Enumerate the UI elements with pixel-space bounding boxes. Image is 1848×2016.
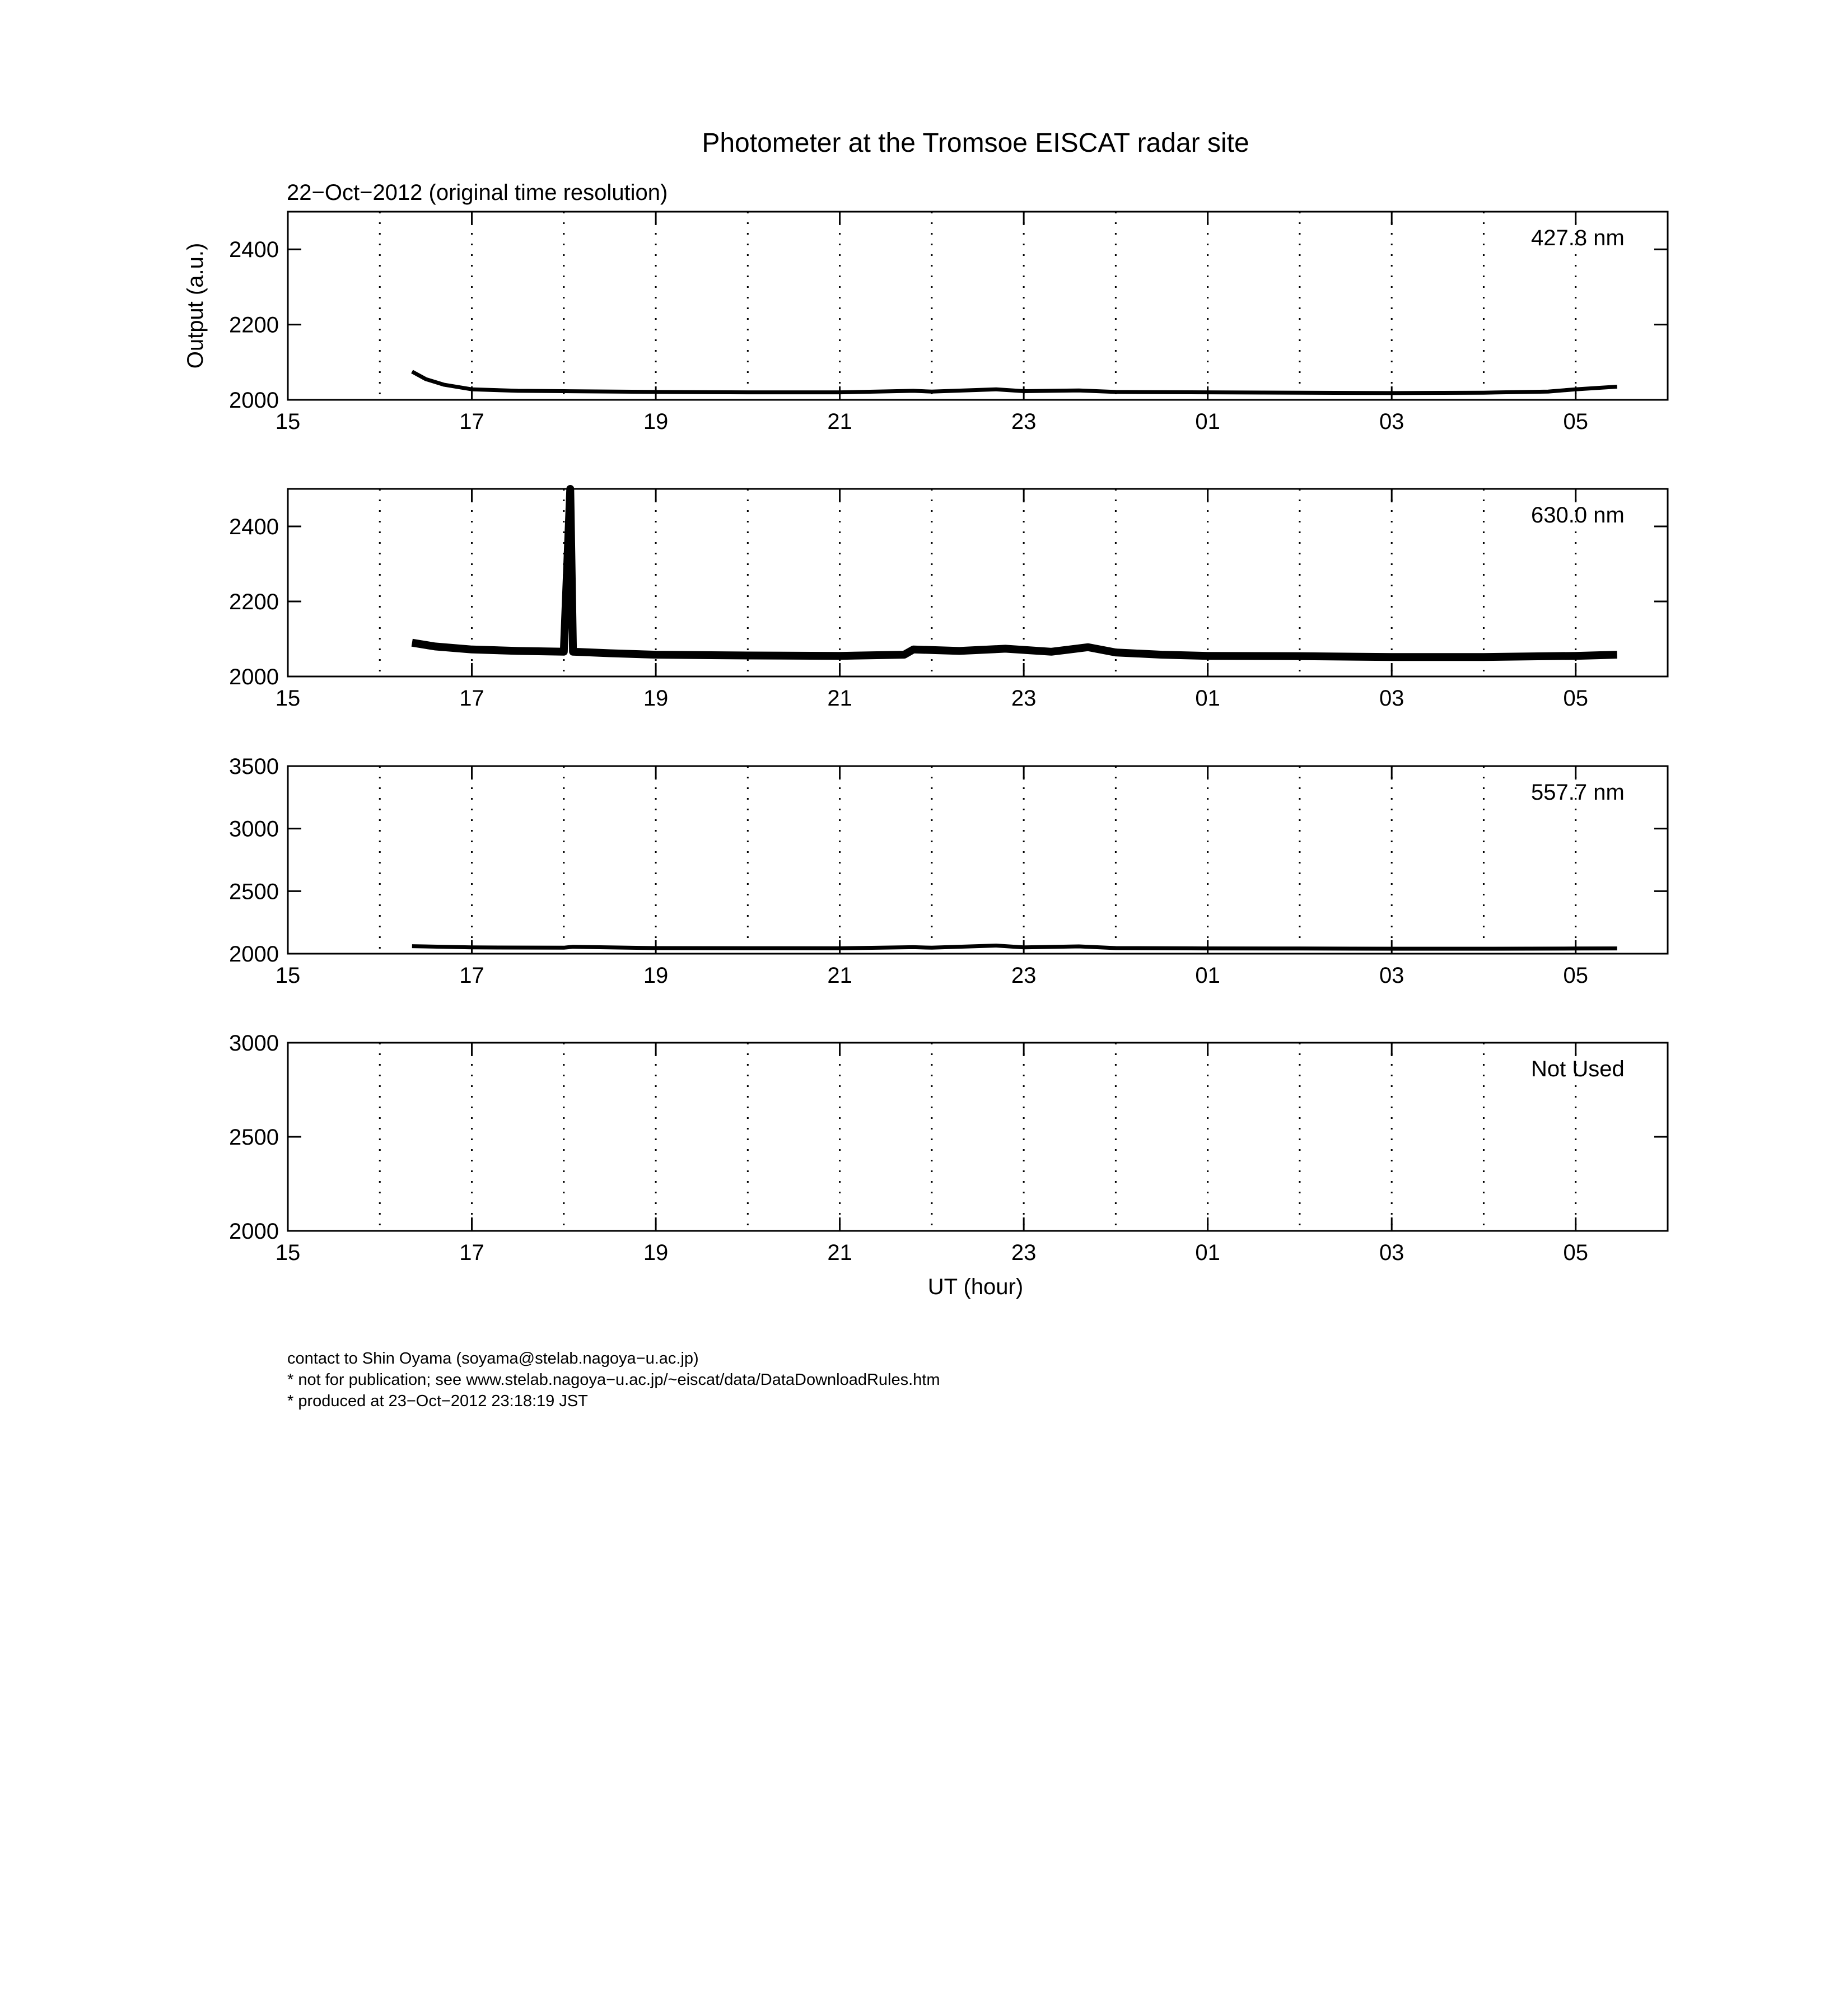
plot-frame [288, 1043, 1668, 1231]
y-tick-label: 2500 [229, 1125, 279, 1150]
x-tick-label: 21 [827, 409, 852, 434]
footer-contact: contact to Shin Oyama (soyama@stelab.nagoya−u.ac.jp) [287, 1350, 699, 1368]
y-tick-label: 2400 [229, 237, 279, 263]
x-tick-label: 23 [1011, 686, 1037, 711]
channel-label: 427.8 nm [1531, 226, 1625, 250]
x-tick-label: 01 [1195, 409, 1220, 434]
x-tick-label: 05 [1563, 963, 1588, 988]
series-line [412, 372, 1617, 393]
x-axis-label: UT (hour) [927, 1275, 1024, 1299]
x-tick-label: 17 [459, 1240, 484, 1265]
x-tick-label: 05 [1563, 686, 1588, 711]
x-tick-label: 21 [827, 686, 852, 711]
footer-rules: * not for publication; see www.stelab.nagoya−u.ac.jp/~eiscat/data/DataDownloadRules.htm [287, 1371, 940, 1389]
chart-subtitle: 22−Oct−2012 (original time resolution) [287, 180, 668, 205]
y-tick-label: 2200 [229, 590, 279, 614]
y-tick-label: 2000 [229, 388, 279, 413]
y-tick-label: 3500 [229, 754, 279, 779]
x-tick-label: 17 [459, 409, 484, 434]
x-tick-label: 01 [1195, 963, 1220, 988]
x-tick-label: 19 [643, 1240, 669, 1265]
x-tick-label: 23 [1011, 1240, 1037, 1265]
x-tick-label: 05 [1563, 409, 1588, 434]
y-tick-label: 2500 [229, 879, 279, 904]
channel-label: 557.7 nm [1531, 780, 1625, 805]
y-axis-label: Output (a.u.) [183, 242, 208, 369]
y-tick-label: 2200 [229, 312, 279, 338]
panel-1 [229, 212, 1668, 434]
x-tick-label: 15 [275, 1240, 301, 1265]
x-tick-label: 17 [459, 686, 484, 711]
plot-frame [288, 766, 1668, 954]
panels-group [229, 212, 1668, 1265]
x-tick-label: 19 [643, 963, 669, 988]
chart-title: Photometer at the Tromsoe EISCAT radar site [702, 128, 1249, 158]
x-tick-label: 21 [827, 1240, 852, 1265]
channel-label: 630.0 nm [1531, 503, 1625, 528]
x-tick-label: 23 [1011, 409, 1037, 434]
series-line [412, 946, 1617, 949]
y-tick-label: 3000 [229, 816, 279, 842]
channel-label: Not Used [1531, 1057, 1625, 1081]
plot-frame [288, 212, 1668, 400]
panel-3 [229, 754, 1668, 988]
y-tick-label: 3000 [229, 1031, 279, 1056]
x-tick-label: 03 [1379, 409, 1404, 434]
x-tick-label: 05 [1563, 1240, 1588, 1265]
x-tick-label: 19 [643, 686, 669, 711]
x-tick-label: 03 [1379, 1240, 1404, 1265]
panel-4 [229, 1031, 1668, 1265]
x-tick-label: 01 [1195, 686, 1220, 711]
x-tick-label: 17 [459, 963, 484, 988]
y-tick-label: 2000 [229, 1219, 279, 1244]
y-tick-label: 2000 [229, 942, 279, 967]
y-tick-label: 2400 [229, 515, 279, 539]
x-tick-label: 15 [275, 409, 301, 434]
series-line [412, 489, 1617, 657]
x-tick-label: 21 [827, 963, 852, 988]
x-tick-label: 03 [1379, 963, 1404, 988]
x-tick-label: 01 [1195, 1240, 1220, 1265]
panel-2 [229, 489, 1668, 711]
x-tick-label: 15 [275, 963, 301, 988]
x-tick-label: 23 [1011, 963, 1037, 988]
footer-produced: * produced at 23−Oct−2012 23:18:19 JST [287, 1392, 588, 1410]
x-tick-label: 19 [643, 409, 669, 434]
y-tick-label: 2000 [229, 665, 279, 689]
x-tick-label: 03 [1379, 686, 1404, 711]
x-tick-label: 15 [275, 686, 301, 711]
